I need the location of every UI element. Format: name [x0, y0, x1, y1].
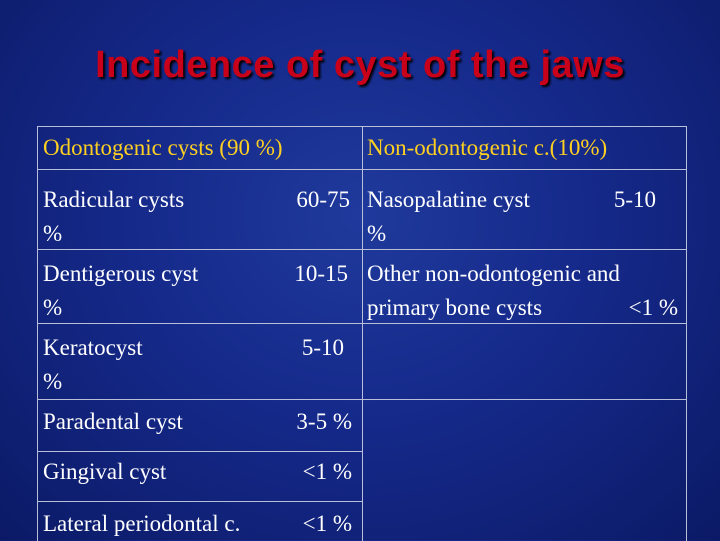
cyst-name: Keratocyst: [43, 335, 143, 360]
cyst-incidence: 10-15: [294, 261, 348, 286]
cyst-incidence: 60-75: [296, 187, 350, 212]
cyst-name: Dentigerous cyst: [43, 261, 199, 286]
row-radicular: [38, 183, 362, 249]
cyst-incidence: 5-10: [301, 335, 344, 360]
cyst-name: Nasopalatine cyst: [367, 187, 530, 212]
cyst-incidence: 5-10: [613, 187, 656, 212]
cyst-name-cont: primary bone cysts: [367, 295, 543, 320]
left-row-divider: [38, 399, 362, 400]
cyst-incidence-table: [37, 126, 687, 541]
row-nasopalatine: [362, 183, 686, 249]
cyst-unit: %: [43, 369, 63, 394]
row-paradental: [38, 405, 362, 451]
cyst-incidence: <1 %: [628, 295, 678, 320]
cyst-unit: %: [43, 295, 63, 320]
cyst-name: Other non-odontogenic and: [367, 261, 620, 286]
row-keratocyst: [38, 331, 362, 399]
row-lateral-periodontal: [38, 507, 362, 541]
row-gingival: [38, 455, 362, 501]
left-row-divider: [38, 451, 362, 452]
slide-title: Incidence of cyst of the jaws: [95, 44, 625, 86]
cyst-incidence: <1 %: [302, 459, 352, 484]
cyst-name: Paradental cyst: [43, 409, 183, 434]
cyst-unit: %: [43, 221, 63, 246]
row-other-non-odontogenic: [362, 257, 686, 323]
header-non-odontogenic: Non-odontogenic c.(10%): [367, 135, 608, 160]
header-odontogenic: Odontogenic cysts (90 %): [43, 135, 283, 160]
cyst-unit: %: [367, 221, 387, 246]
right-row-divider: [362, 399, 686, 400]
row-dentigerous: [38, 257, 362, 323]
left-row-divider: [38, 501, 362, 502]
cyst-incidence: <1 %: [302, 511, 352, 536]
cyst-name: Gingival cyst: [43, 459, 167, 484]
cyst-incidence: 3-5 %: [296, 409, 352, 434]
cyst-name: Radicular cysts: [43, 187, 185, 212]
cyst-name: Lateral periodontal c.: [43, 511, 241, 536]
